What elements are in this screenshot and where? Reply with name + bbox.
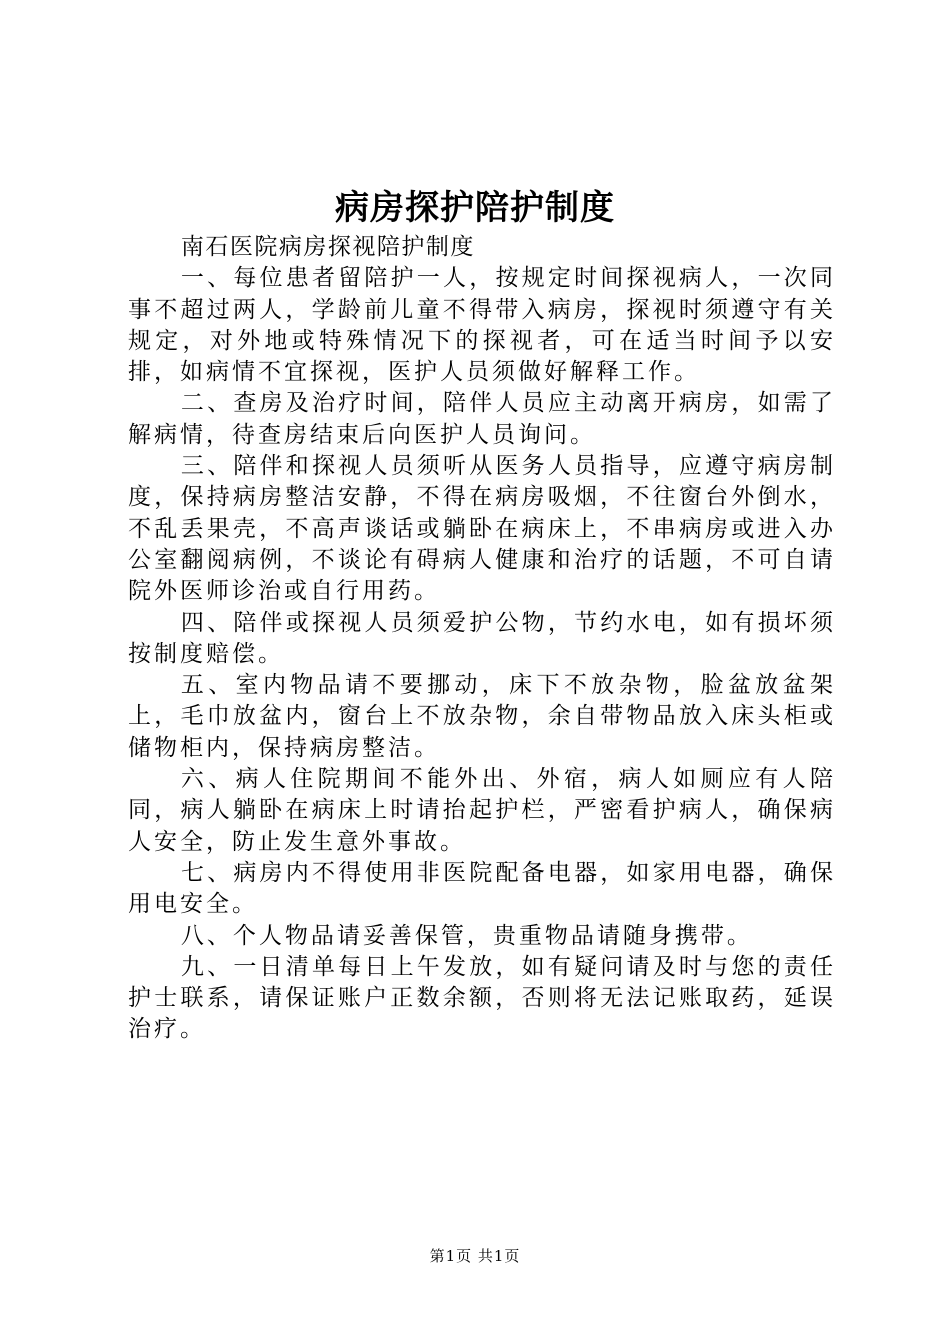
rule-paragraph-9: 九、一日清单每日上午发放，如有疑问请及时与您的责任护士联系，请保证账户正数余额，否则将无法记账取药，延误治疗。 (128, 953, 836, 1043)
rule-paragraph-3: 三、陪伴和探视人员须听从医务人员指导，应遵守病房制度，保持病房整洁安静，不得在病房吸烟，不往窗台外倒水，不乱丢果壳，不高声谈话或躺卧在病床上，不串病房或进入办公室翻阅病例，不谈论有碍病人健康和治疗的话题，不可自请院外医师诊治或自行用药。 (128, 453, 836, 605)
rule-paragraph-6: 六、病人住院期间不能外出、外宿，病人如厕应有人陪同，病人躺卧在病床上时请抬起护栏，严密看护病人，确保病人安全，防止发生意外事故。 (128, 766, 836, 855)
rule-paragraph-2: 二、查房及治疗时间，陪伴人员应主动离开病房，如需了解病情，待查房结束后向医护人员询问。 (128, 390, 836, 448)
document-subtitle: 南石医院病房探视陪护制度 (180, 234, 475, 260)
rule-paragraph-8: 八、个人物品请妥善保管，贵重物品请随身携带。 (180, 922, 753, 949)
document-title: 病房探护陪护制度 (335, 188, 615, 228)
rule-paragraph-4: 四、陪伴或探视人员须爱护公物，节约水电，如有损坏须按制度赔偿。 (128, 609, 836, 667)
document-body (128, 232, 836, 1046)
rule-paragraph-1: 一、每位患者留陪护一人，按规定时间探视病人，一次同事不超过两人，学龄前儿童不得带入病房，探视时须遵守有关规定，对外地或特殊情况下的探视者，可在适当时间予以安排，如病情不宜探视，医护人员须做好解释工作。 (128, 265, 836, 386)
rule-paragraph-7: 七、病房内不得使用非医院配备电器，如家用电器，确保用电安全。 (128, 859, 836, 918)
rule-paragraph-5: 五、室内物品请不要挪动，床下不放杂物，脸盆放盆架上，毛巾放盆内，窗台上不放杂物，余自带物品放入床头柜或储物柜内，保持病房整洁。 (128, 672, 836, 761)
page-footer: 第1页 共1页 (429, 1247, 521, 1265)
